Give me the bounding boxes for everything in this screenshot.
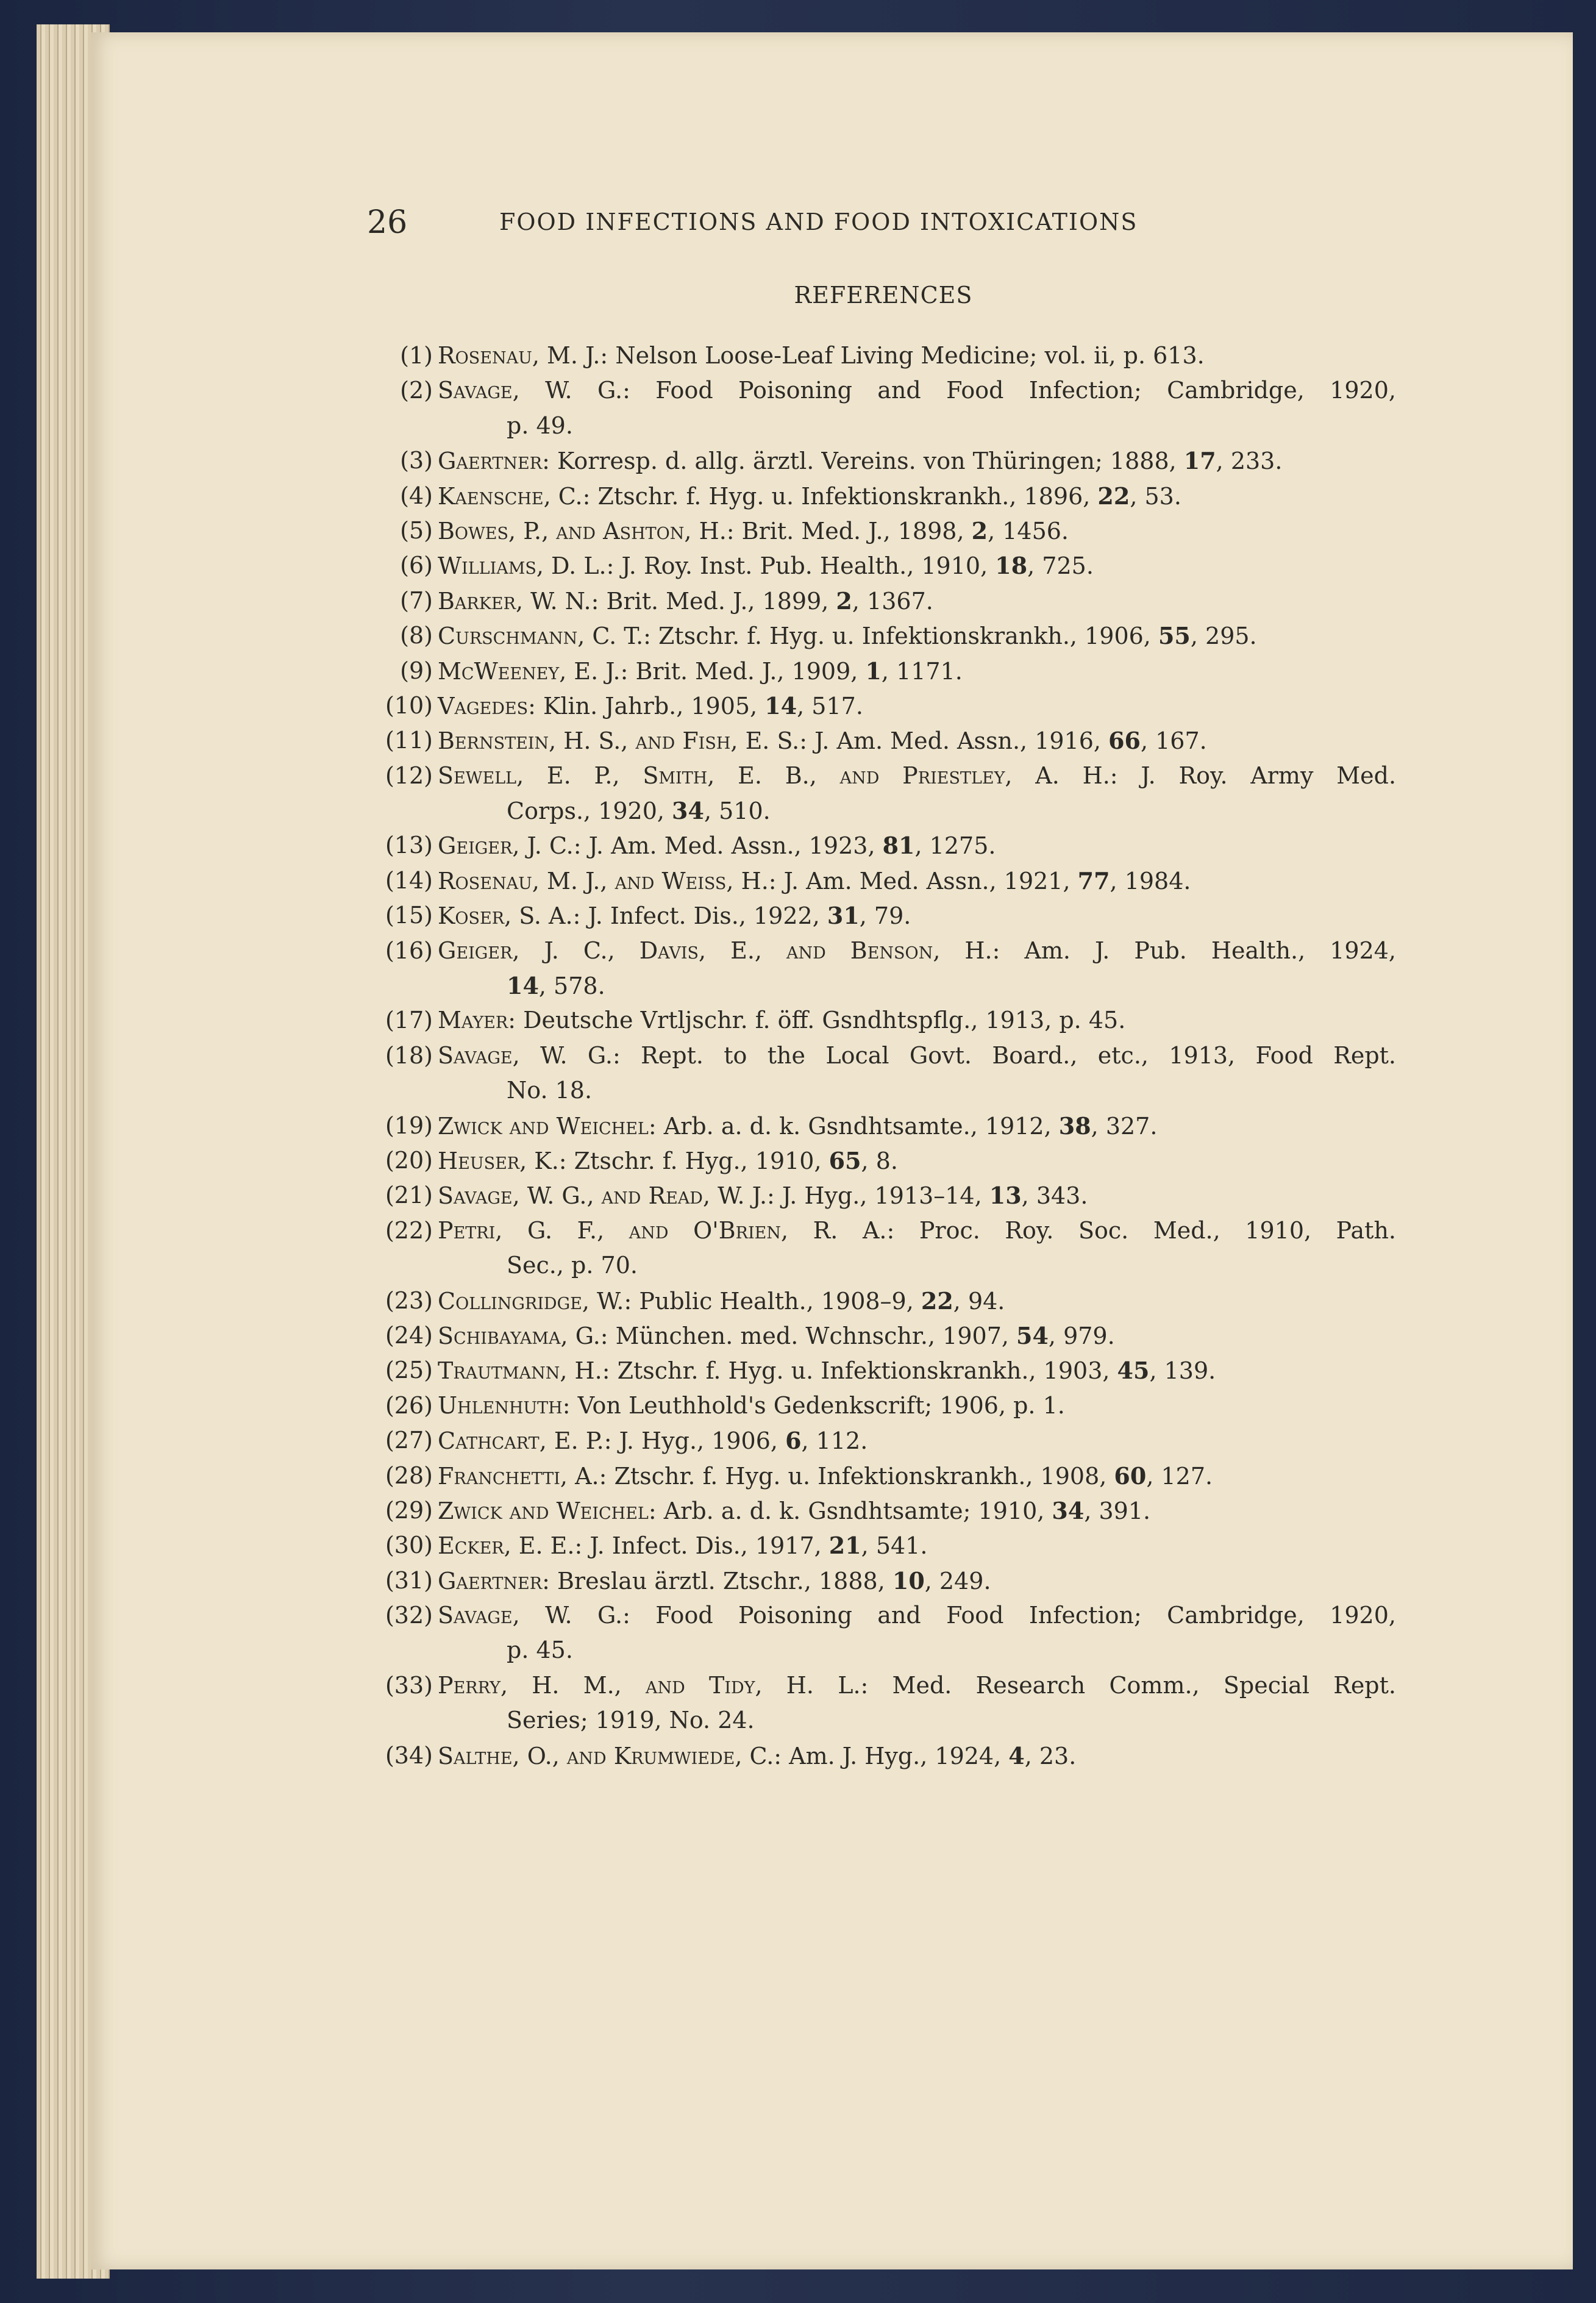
reference-number: (13) [385,832,433,859]
reference-entry [372,1493,1396,1528]
citation-text: , 327. [1091,1112,1158,1140]
citation-text: , P., [508,517,557,545]
citation-text: , S. A.: J. Infect. Dis., 1922, [504,902,827,930]
volume-number: 2 [836,587,852,615]
reference-number: (10) [385,691,433,719]
citation-text: , E. S.: J. Am. Med. Assn., 1916, [730,727,1109,755]
author-name: Smith [643,762,708,789]
citation-text: : Breslau ärztl. Ztschr., 1888, [542,1567,892,1594]
citation-text: , 127. [1146,1462,1213,1490]
citation-text: , 249. [924,1567,991,1594]
citation-text: , E. J.: Brit. Med. J., 1909, [559,657,866,685]
reference-entry-continuation [372,793,1396,828]
citation-text: , W. G.: Rept. to the Local Govt. Board., etc., 1913, Food Rept. [512,1041,1396,1069]
citation-text: , 8. [861,1147,898,1174]
reference-text [438,654,1396,689]
reference-number: (32) [385,1602,433,1629]
reference-number: (21) [385,1182,433,1209]
volume-number: 22 [1097,482,1130,510]
running-head: FOOD INFECTIONS AND FOOD INTOXICATIONS [499,209,1138,235]
citation-text: , 1984. [1110,867,1191,894]
reference-entry [372,654,1396,688]
author-name: Trautmann [438,1357,560,1385]
reference-text [438,513,1396,549]
reference-number: (5) [400,516,433,544]
reference-entry [372,1284,1396,1318]
volume-number: 2 [971,516,988,545]
citation-text: , 233. [1216,448,1283,475]
author-name: Vagedes [438,692,529,719]
volume-number: 14 [507,972,539,1000]
author-name: Heuser [438,1147,520,1174]
citation-text: , 725. [1027,552,1094,580]
reference-text [438,1668,1396,1703]
citation-text: , W. J.: J. Hyg., 1913–14, [702,1182,989,1210]
reference-text [438,723,1396,759]
reference-entry [372,1388,1396,1423]
reference-number: (7) [400,587,433,614]
reference-number: (14) [385,866,433,894]
citation-text: , 295. [1190,623,1257,650]
reference-text [438,1284,1396,1319]
author-name: and Tidy [645,1671,755,1699]
author-name: Petri [438,1216,496,1244]
reference-entry [372,443,1396,478]
reference-entry [372,898,1396,933]
citation-text: , H.: J. Am. Med. Assn., 1921, [726,867,1078,894]
author-name: and Weiss [615,867,727,894]
author-name: Zwick and Weichel [438,1497,649,1524]
citation-text: Series; 1919, No. 24. [507,1707,755,1734]
citation-text: , K.: Ztschr. f. Hyg., 1910, [519,1147,829,1174]
reference-text [507,1633,1396,1668]
author-name: and Fish [635,727,731,755]
citation-text: : Deutsche Vrtljschr. f. öff. Gsndhtspflg., 1913, p. 45. [508,1007,1126,1034]
reference-number: (12) [385,762,433,789]
citation-text: , 94. [953,1287,1005,1315]
reference-entry [372,1178,1396,1213]
citation-text: , C.: Am. J. Hyg., 1924, [735,1742,1009,1769]
citation-text: , W. G., [512,1182,602,1210]
author-name: and Krumwiede [566,1742,735,1769]
reference-text [438,548,1396,584]
reference-number: (31) [385,1566,433,1594]
author-name: Zwick and Weichel [438,1112,649,1140]
reference-entry [372,1353,1396,1388]
citation-text: , E., [699,937,787,964]
reference-text [438,1528,1396,1563]
author-name: Gaertner [438,448,543,475]
reference-entry [372,584,1396,618]
reference-entry [372,1563,1396,1598]
citation-text: No. 18. [507,1077,593,1104]
reference-number: (27) [385,1427,433,1454]
author-name: and Read [601,1182,703,1210]
reference-entry [372,723,1396,758]
reference-text [438,1178,1396,1213]
reference-number: (24) [385,1321,433,1349]
reference-entry [372,373,1396,408]
author-name: Cathcart [438,1427,540,1455]
volume-number: 66 [1108,727,1141,755]
reference-list [372,338,1396,1773]
citation-text: : Arb. a. d. k. Gsndhtsamte; 1910, [648,1497,1052,1524]
volume-number: 6 [785,1427,802,1455]
reference-entry [372,1003,1396,1038]
reference-entry [372,1459,1396,1493]
citation-text: , D. L.: J. Roy. Inst. Pub. Health., 1910, [536,552,996,580]
volume-number: 60 [1114,1462,1147,1490]
volume-number: 17 [1183,447,1216,475]
reference-text [438,1003,1396,1038]
citation-text: , 343. [1021,1182,1088,1210]
author-name: Bowes [438,517,509,545]
reference-number: (33) [385,1671,433,1699]
citation-text: , H.: Brit. Med. J., 1898, [684,517,972,545]
citation-text: , 1367. [852,587,933,615]
citation-text: , 517. [797,692,863,719]
author-name: and Ashton [556,517,685,545]
citation-text: Corps., 1920, [507,798,672,825]
author-name: and Priestley [839,762,1005,789]
citation-text: , O., [512,1742,567,1769]
author-name: and O'Brien [629,1216,782,1244]
author-name: and Benson [786,937,933,964]
author-name: Barker [438,587,516,615]
citation-text: p. 49. [507,412,573,439]
citation-text: Sec., p. 70. [507,1252,638,1279]
volume-number: 65 [828,1146,861,1174]
author-name: Perry [438,1671,501,1699]
volume-number: 55 [1158,622,1191,650]
author-name: Franchetti [438,1462,560,1490]
citation-text: , J. C.: J. Am. Med. Assn., 1923, [512,832,883,860]
volume-number: 54 [1016,1321,1049,1349]
reference-entry [372,338,1396,373]
reference-number: (23) [385,1287,433,1314]
citation-text: , R. A.: Proc. Roy. Soc. Med., 1910, Path. [781,1216,1396,1244]
citation-text: , E. B., [707,762,840,789]
author-name: Rosenau [438,867,532,894]
citation-text: , 979. [1048,1322,1115,1349]
reference-entry-continuation [372,409,1396,443]
citation-text: : Klin. Jahrb., 1905, [528,692,765,719]
reference-text [438,373,1396,408]
reference-text [438,1109,1396,1144]
reference-entry-continuation [372,1703,1396,1738]
reference-text [438,1143,1396,1179]
reference-number: (9) [400,657,433,684]
citation-text: , G. F., [495,1216,629,1244]
reference-text [507,968,1396,1004]
reference-text [438,1038,1396,1073]
citation-text: , 1456. [988,517,1069,545]
reference-text [438,584,1396,619]
reference-entry-continuation [372,968,1396,1003]
citation-text: , M. J.: Nelson Loose-Leaf Living Medicine; vol. ii, p. 613. [532,342,1205,369]
citation-text: , 23. [1024,1742,1077,1769]
reference-text [438,688,1396,724]
citation-text: , A.: Ztschr. f. Hyg. u. Infektionskrankh., 1908, [560,1462,1114,1490]
reference-text [438,1598,1396,1633]
volume-number: 34 [1052,1496,1085,1524]
reference-number: (29) [385,1496,433,1524]
citation-text: , W.: Public Health., 1908–9, [582,1287,921,1315]
reference-entry [372,1738,1396,1773]
reference-text [507,1248,1396,1283]
citation-text: , M. J., [532,867,615,894]
reference-text [438,1459,1396,1494]
volume-number: 14 [764,691,797,719]
reference-text [438,1423,1396,1459]
reference-number: (26) [385,1391,433,1419]
reference-entry [372,479,1396,513]
citation-text: , A. H.: J. Roy. Army Med. [1005,762,1397,789]
reference-number: (8) [400,622,433,649]
reference-number: (11) [385,727,433,754]
author-name: Savage [438,1602,513,1629]
citation-text: : Arb. a. d. k. Gsndhtsamte., 1912, [648,1112,1059,1140]
volume-number: 13 [989,1182,1022,1210]
reference-text [438,828,1396,863]
citation-text: , C. T.: Ztschr. f. Hyg. u. Infektionskrankh., 1906, [577,623,1158,650]
reference-entry [372,1038,1396,1073]
citation-text: , 1275. [914,832,996,860]
volume-number: 22 [921,1287,953,1315]
reference-text [438,1738,1396,1774]
reference-number: (22) [385,1216,433,1244]
citation-text: , 510. [704,798,771,825]
reference-text [438,1353,1396,1388]
author-name: Kaensche [438,482,544,510]
volume-number: 81 [882,832,915,860]
author-name: Koser [438,902,505,930]
volume-number: 34 [672,797,704,825]
volume-number: 31 [827,902,860,930]
reference-entry [372,1528,1396,1563]
reference-number: (19) [385,1112,433,1139]
citation-text: , W. N.: Brit. Med. J., 1899, [515,587,836,615]
author-name: Uhlenhuth [438,1391,563,1419]
citation-text: , 391. [1084,1497,1151,1524]
reference-text [507,409,1396,443]
citation-text: : Korresp. d. allg. ärztl. Vereins. von Thüringen; 1888, [542,448,1184,475]
citation-text: , H. L.: Med. Research Comm., Special Rept. [755,1671,1396,1699]
reference-number: (20) [385,1146,433,1174]
reference-text [507,793,1396,829]
reference-entry [372,1213,1396,1248]
author-name: Sewell [438,762,517,789]
reference-number: (25) [385,1357,433,1384]
volume-number: 4 [1008,1741,1025,1769]
reference-text [438,1563,1396,1599]
citation-text: , 53. [1130,482,1181,510]
author-name: Geiger [438,937,513,964]
reference-entry [372,1598,1396,1633]
volume-number: 21 [828,1532,861,1560]
citation-text: , H.: Am. J. Pub. Health., 1924, [933,937,1397,964]
page-number: 26 [367,204,408,241]
citation-text: , H.: Ztschr. f. Hyg. u. Infektionskrankh., 1903, [560,1357,1117,1385]
citation-text: , H. M., [500,1671,646,1699]
citation-text: , 79. [859,902,911,930]
reference-entry [372,828,1396,863]
reference-number: (6) [400,552,433,579]
author-name: McWeeney [438,657,560,685]
reference-text [438,1388,1396,1423]
citation-text: , 112. [801,1427,868,1455]
author-name: Salthe [438,1742,513,1769]
reference-number: (18) [385,1041,433,1069]
citation-text: : Von Leuthhold's Gedenkscrift; 1906, p. 1. [562,1391,1065,1419]
volume-number: 77 [1077,866,1110,894]
author-name: Williams [438,552,536,580]
reference-text [507,1703,1396,1738]
reference-text [438,443,1396,479]
author-name: Geiger [438,832,513,860]
reference-text [438,898,1396,934]
volume-number: 18 [995,552,1028,580]
reference-entry [372,1109,1396,1143]
reference-entry [372,1318,1396,1353]
reference-text [438,1318,1396,1354]
citation-text: , E. E.: J. Infect. Dis., 1917, [504,1532,829,1560]
reference-text [438,863,1396,899]
reference-number: (28) [385,1462,433,1489]
author-name: Savage [438,377,513,404]
volume-number: 45 [1117,1357,1150,1385]
reference-entry-continuation [372,1073,1396,1108]
reference-number: (34) [385,1741,433,1769]
reference-text [438,618,1396,654]
volume-number: 38 [1058,1112,1091,1140]
author-name: Curschmann [438,623,578,650]
author-name: Gaertner [438,1567,543,1594]
citation-text: , H. S., [549,727,636,755]
reference-text [438,338,1396,373]
citation-text: , G.: München. med. Wchnschr., 1907, [560,1322,1017,1349]
author-name: Savage [438,1041,513,1069]
citation-text: p. 45. [507,1637,573,1664]
volume-number: 10 [892,1566,925,1594]
reference-entry [372,1423,1396,1458]
author-name: Davis [639,937,699,964]
reference-text [438,1493,1396,1529]
citation-text: , E. P.: J. Hyg., 1906, [539,1427,786,1455]
author-name: Mayer [438,1007,508,1034]
author-name: Savage [438,1182,513,1210]
author-name: Collingridge [438,1287,582,1315]
citation-text: , E. P., [516,762,643,789]
author-name: Rosenau [438,342,532,369]
reference-entry [372,618,1396,653]
author-name: Ecker [438,1532,504,1560]
reference-number: (17) [385,1007,433,1034]
reference-entry [372,548,1396,583]
citation-text: , J. C., [512,937,639,964]
reference-text [507,1073,1396,1108]
citation-text: , 1171. [881,657,963,685]
section-title: REFERENCES [794,282,973,309]
citation-text: , 578. [538,973,605,1000]
citation-text: , W. G.: Food Poisoning and Food Infection; Cambridge, 1920, [512,1602,1396,1629]
reference-number: (16) [385,937,433,964]
reference-number: (30) [385,1532,433,1559]
reference-entry [372,863,1396,898]
citation-text: , C.: Ztschr. f. Hyg. u. Infektionskrankh., 1896, [543,482,1098,510]
reference-entry [372,1668,1396,1703]
reference-entry [372,1143,1396,1178]
reference-text [438,934,1396,968]
reference-entry-continuation [372,1248,1396,1283]
author-name: Bernstein [438,727,549,755]
reference-entry [372,513,1396,548]
reference-text [438,479,1396,514]
citation-text: , W. G.: Food Poisoning and Food Infection; Cambridge, 1920, [512,377,1396,404]
reference-entry [372,688,1396,723]
reference-number: (4) [400,482,433,509]
volume-number: 1 [865,657,882,685]
reference-text [438,759,1396,793]
citation-text: , 541. [861,1532,928,1560]
citation-text: , 167. [1140,727,1207,755]
reference-number: (1) [400,342,433,369]
reference-number: (3) [400,447,433,474]
reference-entry [372,934,1396,968]
reference-entry-continuation [372,1633,1396,1668]
reference-text [438,1213,1396,1248]
reference-number: (2) [400,377,433,404]
author-name: Schibayama [438,1322,561,1349]
reference-number: (15) [385,902,433,929]
citation-text: , 139. [1149,1357,1216,1385]
reference-entry [372,759,1396,793]
